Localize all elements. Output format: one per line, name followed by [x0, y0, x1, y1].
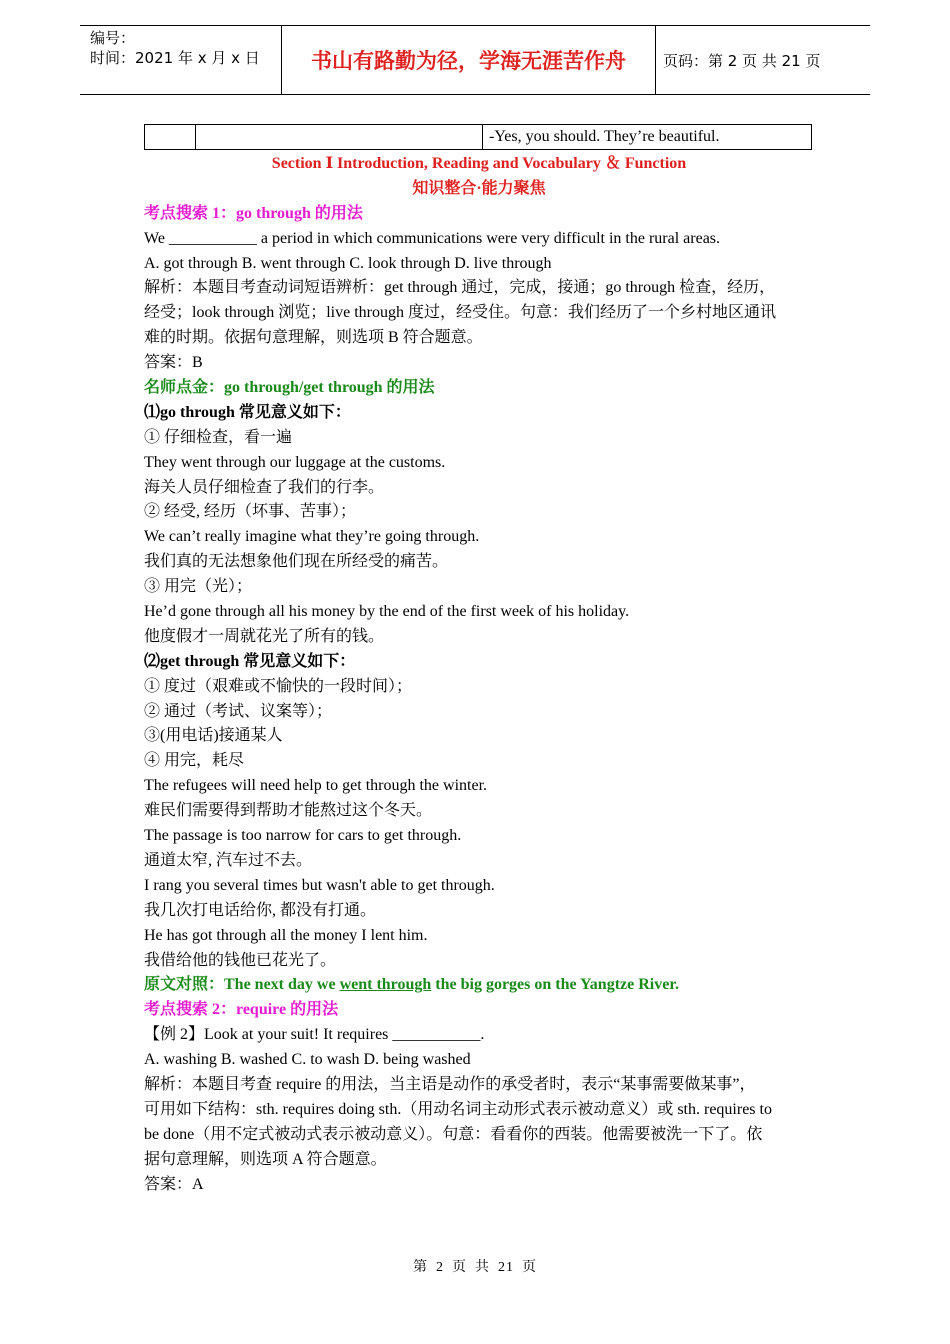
footer-di: 第 [413, 1260, 428, 1275]
text-line: 难民们需要得到帮助才能熬过这个冬天。 [144, 802, 433, 820]
original-prefix: 原文对照：The next day we [144, 976, 340, 994]
table-cell: -Yes, you should. They’re beautiful. [483, 125, 812, 150]
footer-gong: 共 [475, 1260, 490, 1275]
table-row [145, 125, 812, 150]
text-line: 考点搜索 1：go through 的用法 [144, 204, 363, 222]
text-line: 答案：A [144, 1175, 204, 1193]
text-line: 考点搜索 2：require 的用法 [144, 1001, 339, 1019]
table-fragment [144, 124, 812, 150]
text-line: ① 度过（艰难或不愉快的一段时间）； [144, 677, 413, 695]
text-line: 我几次打电话给你, 都没有打通。 [144, 901, 377, 919]
text-line: 通道太窄, 汽车过不去。 [144, 851, 313, 869]
text-line: 据句意理解，则选项 A 符合题意。 [144, 1150, 387, 1168]
text-line: ③ 用完（光）； [144, 578, 253, 596]
footer-ye: 页 [452, 1260, 467, 1275]
text-line: 可用如下结构：sth. requires doing sth.（用动名词主动形式表示被动意义）或 sth. requires to [144, 1100, 772, 1118]
text-line: 难的时期。依据句意理解，则选项 B 符合题意。 [144, 329, 483, 347]
text-line: ⑴go through 常见意义如下： [144, 403, 351, 421]
text-line: 我借给他的钱他已花光了。 [144, 951, 337, 969]
text-line: 他度假才一周就花光了所有的钱。 [144, 627, 385, 645]
text-line: ③(用电话)接通某人 [144, 727, 283, 745]
header-meta [80, 26, 280, 94]
text-line: 解析：本题目考查 require 的用法，当主语是动作的承受者时，表示“某事需要做某事”， [144, 1075, 756, 1093]
text-line: I rang you several times but wasn't able to get through. [144, 876, 495, 894]
header-page-label: 页码：第 2 页 共 21 页 [663, 51, 821, 70]
text-line: 【例 2】Look at your suit! It requires ___________. [144, 1026, 485, 1044]
text-line: They went through our luggage at the customs. [144, 453, 446, 471]
text-line: The refugees will need help to get through the winter. [144, 777, 488, 795]
document-body [144, 152, 814, 1197]
text-line: We ___________ a period in which communications were very difficult in the rural areas. [144, 229, 721, 247]
text-line: ④ 用完，耗尽 [144, 752, 245, 770]
footer-ye-2: 页 [522, 1260, 537, 1275]
section-title: Section Ⅰ Introduction, Reading and Vocabulary ＆ Function [271, 155, 687, 172]
text-block-1 [144, 202, 814, 974]
text-line: A. got through B. went through C. look through D. live through [144, 254, 552, 272]
text-line: 解析：本题目考查动词短语辨析：get through 通过，完成，接通；go through 检查，经历， [144, 279, 776, 297]
text-line: 答案：B [144, 354, 203, 372]
text-line: We can’t really imagine what they’re going through. [144, 528, 480, 546]
text-line: 我们真的无法想象他们现在所经受的痛苦。 [144, 553, 449, 571]
footer-page-number: 2 [436, 1260, 444, 1275]
page-footer [0, 1256, 950, 1276]
text-line: He’d gone through all his money by the end of the first week of his holiday. [144, 603, 630, 621]
text-line: ① 仔细检查，看一遍 [144, 428, 293, 446]
text-line: The passage is too narrow for cars to get through. [144, 827, 462, 845]
text-line: A. washing B. washed C. to wash D. being washed [144, 1051, 471, 1069]
original-underlined: went through [339, 976, 432, 994]
text-line: He has got through all the money I lent him. [144, 926, 428, 944]
text-line: ⑵get through 常见意义如下： [144, 652, 356, 670]
footer-total-pages: 21 [498, 1260, 514, 1275]
original-text-line [144, 973, 814, 998]
text-line: ② 通过（考试、议案等）； [144, 702, 333, 720]
text-line: ② 经受, 经历（坏事、苦事）； [144, 503, 357, 521]
text-line: 海关人员仔细检查了我们的行李。 [144, 478, 385, 496]
header-motto: 书山有路勤为径，学海无涯苦作舟 [281, 26, 656, 94]
table-cell [196, 125, 483, 150]
section-subtitle: 知识整合·能力聚焦 [412, 179, 546, 197]
date-label: 时间：2021 年 x 月 x 日 [90, 49, 260, 67]
text-line: 经受；look through 浏览；live through 度过，经受住。句意：我们经历了一个乡村地区通讯 [144, 304, 776, 322]
number-label: 编号： [90, 29, 136, 47]
table-cell [145, 125, 196, 150]
original-suffix: the big gorges on the Yangtze River. [431, 976, 679, 994]
text-line: be done（用不定式被动式表示被动意义）。句意：看看你的西装。他需要被洗一下了。依 [144, 1125, 763, 1143]
text-block-2 [144, 998, 814, 1197]
page-header [80, 25, 870, 95]
text-line: 名师点金：go through/get through 的用法 [144, 379, 435, 397]
